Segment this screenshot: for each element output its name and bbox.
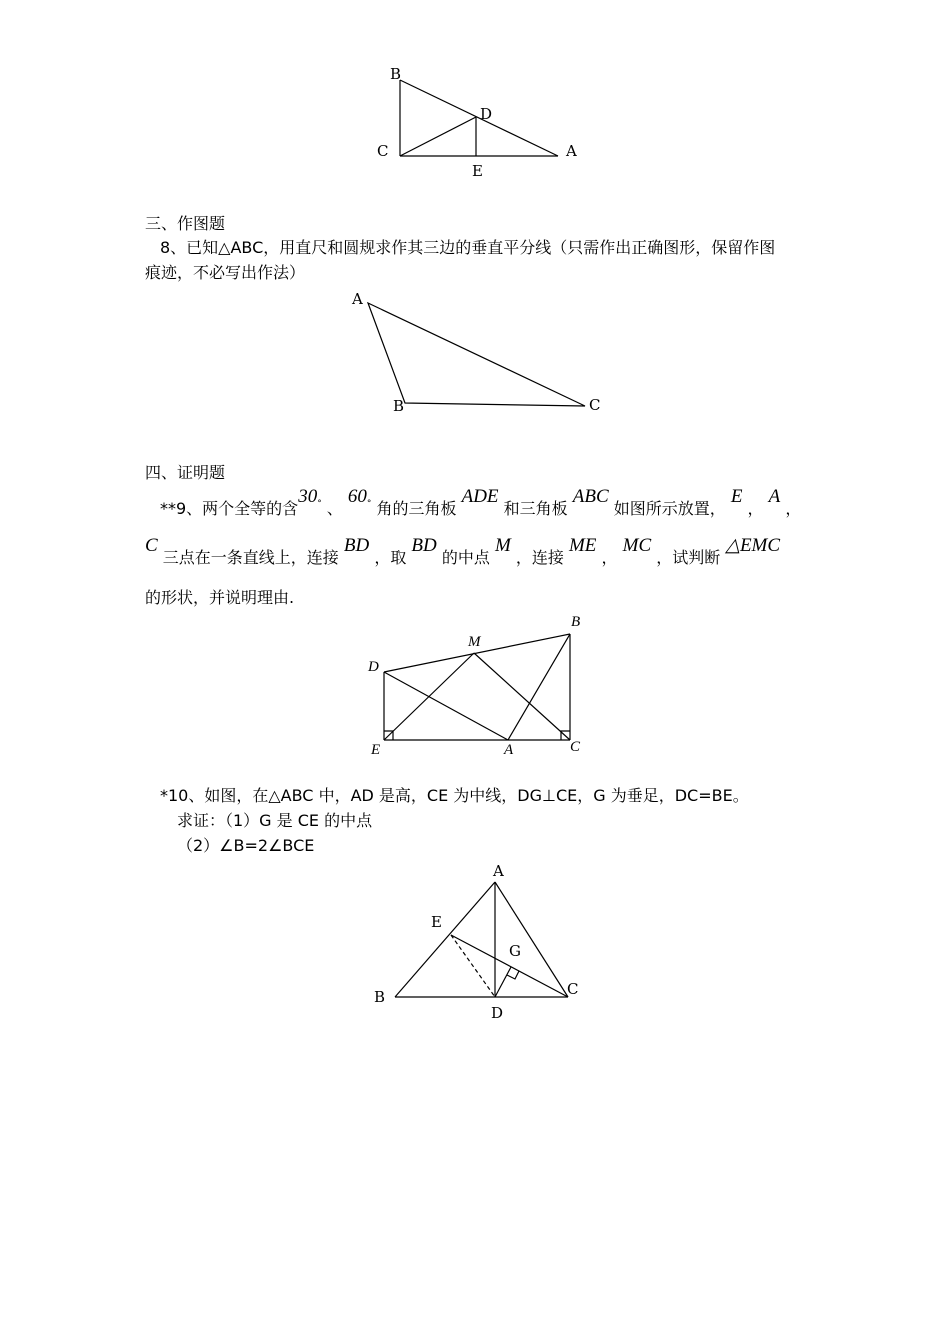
label-c: C — [589, 396, 601, 414]
q9-deg30: 30 — [298, 486, 318, 507]
q10-text-line1: *10、如图，在△ABC 中，AD 是高，CE 为中线，DG⊥CE，G 为垂足，DC=BE。 — [160, 786, 749, 805]
q9-sep1: 、 — [326, 499, 343, 518]
segment-mc — [474, 653, 570, 740]
triangle-abc — [368, 303, 585, 406]
segment-da — [384, 672, 508, 740]
label-b: B — [571, 614, 581, 630]
segment-cd — [400, 117, 476, 156]
label-d: D — [491, 1004, 504, 1022]
q8-text-line2: 痕迹，不必写出作法） — [145, 263, 306, 282]
q9-text-take: ，取 — [374, 548, 407, 567]
label-d: D — [480, 105, 493, 123]
q9-ade: ADE — [461, 486, 499, 507]
q9-text-line1 — [160, 486, 802, 523]
q9-text-judge: ，试判断 — [656, 548, 721, 567]
q9-text-and: 和三角板 — [503, 499, 568, 518]
q9-text-mid: 的中点 — [441, 548, 490, 567]
q9-text-three: 三点在一条直线上，连接 — [162, 548, 339, 567]
segment-ab — [508, 634, 570, 740]
label-e: E — [371, 742, 381, 758]
q9-e: E — [730, 486, 743, 507]
label-d: D — [368, 659, 379, 675]
label-a: A — [566, 142, 577, 160]
q9-comma2: ， — [785, 499, 802, 518]
figure-triangle-abc-q8 — [345, 285, 615, 420]
q9-m: M — [494, 535, 511, 556]
section-heading-proof: 四、证明题 — [145, 463, 226, 482]
label-b: B — [374, 988, 386, 1006]
q9-text-angle: 角的三角板 — [376, 499, 457, 518]
figure-two-set-squares — [360, 610, 600, 760]
q10-text-line3: （2）∠B=2∠BCE — [177, 836, 315, 855]
figure-right-triangle-bca — [370, 60, 590, 185]
label-c: C — [377, 142, 389, 160]
label-a: A — [352, 290, 363, 308]
label-a: A — [493, 862, 504, 880]
q9-me: ME — [568, 535, 597, 556]
section-heading-construction: 三、作图题 — [145, 214, 226, 233]
q9-comma3: ， — [601, 548, 618, 567]
q9-comma1: ， — [747, 499, 764, 518]
q9-text-connect: ，连接 — [515, 548, 564, 567]
label-e: E — [431, 913, 442, 931]
q9-bd2: BD — [411, 535, 437, 556]
q9-text-placed: 如图所示放置， — [613, 499, 726, 518]
label-m: M — [468, 634, 481, 650]
q9-text-line2 — [145, 535, 781, 569]
label-b: B — [393, 397, 405, 415]
segment-ed-dashed — [451, 935, 495, 997]
segment-ba — [395, 882, 495, 997]
segment-em — [384, 653, 474, 740]
label-c: C — [567, 980, 579, 998]
q8-text-line1: 8、已知△ABC，用直尺和圆规求作其三边的垂直平分线（只需作出正确图形，保留作图 — [160, 238, 776, 257]
q9-deg-mark-1: ° — [317, 499, 322, 509]
q9-abc: ABC — [572, 486, 609, 507]
q10-text-line2: 求证：（1）G 是 CE 的中点 — [177, 811, 373, 830]
q9-tri-emc: △EMC — [725, 535, 781, 556]
label-b: B — [390, 65, 402, 83]
segment-ac — [495, 882, 568, 997]
segment-dg — [495, 967, 511, 997]
label-e: E — [472, 162, 483, 180]
label-c: C — [570, 739, 581, 755]
q9-prefix: **9、两个全等的含 — [160, 499, 299, 518]
q9-deg-mark-2: ° — [366, 499, 372, 509]
label-g: G — [509, 942, 521, 960]
q9-mc: MC — [622, 535, 652, 556]
label-a: A — [504, 742, 514, 758]
segment-ba — [400, 80, 558, 156]
q9-a: A — [768, 486, 781, 507]
q9-deg60: 60 — [347, 486, 367, 507]
figure-triangle-abc-q10 — [365, 860, 595, 1025]
q9-text-line3: 的形状，并说明理由. — [145, 588, 295, 607]
q9-bd: BD — [343, 535, 370, 556]
q9-c: C — [145, 535, 158, 556]
